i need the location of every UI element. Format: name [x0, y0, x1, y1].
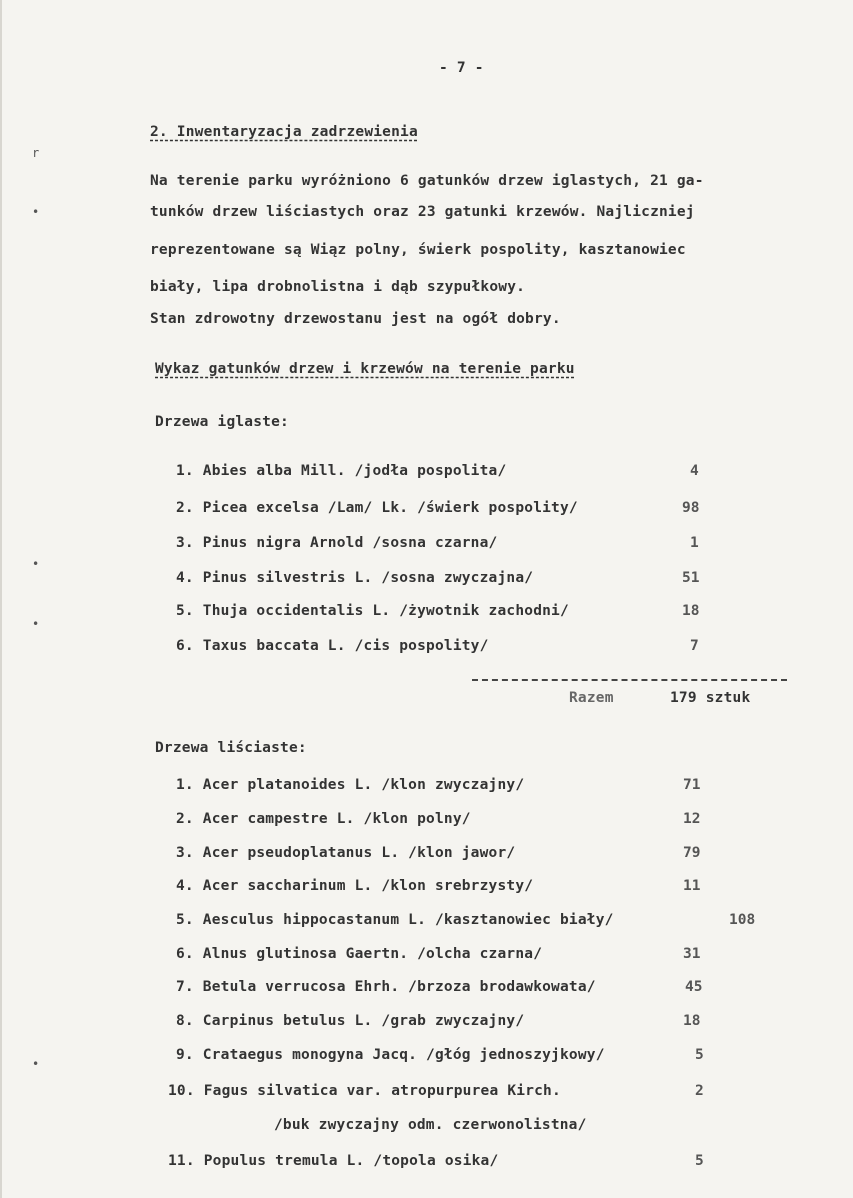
conifer-count: 18 — [682, 603, 700, 619]
conifer-count: 1 — [690, 535, 699, 551]
total-value: 179 sztuk — [670, 690, 751, 706]
deciduous-count: 11 — [683, 878, 701, 894]
deciduous-count: 5 — [695, 1047, 704, 1063]
margin-mark: • — [32, 1057, 40, 1071]
intro-line: Na terenie parku wyróżniono 6 gatunków drzew iglastych, 21 ga- — [150, 173, 704, 189]
deciduous-count: 71 — [683, 777, 701, 793]
deciduous-item: 4. Acer saccharinum L. /klon srebrzysty/ — [176, 878, 534, 894]
deciduous-count: 5 — [695, 1153, 704, 1169]
deciduous-item: 2. Acer campestre L. /klon polny/ — [176, 811, 471, 827]
conifers-heading: Drzewa iglaste: — [155, 414, 289, 430]
conifer-item: 5. Thuja occidentalis L. /żywotnik zachodni/ — [176, 603, 569, 619]
deciduous-count: 108 — [729, 912, 756, 928]
conifer-count: 51 — [682, 570, 700, 586]
margin-mark: r — [32, 146, 40, 160]
intro-line: tunków drzew liściastych oraz 23 gatunki krzewów. Najliczniej — [150, 204, 695, 220]
deciduous-count: 45 — [685, 979, 703, 995]
deciduous-count: 2 — [695, 1083, 704, 1099]
deciduous-item: 10. Fagus silvatica var. atropurpurea Kirch. — [168, 1083, 561, 1099]
deciduous-item: 8. Carpinus betulus L. /grab zwyczajny/ — [176, 1013, 525, 1029]
conifer-item: 3. Pinus nigra Arnold /sosna czarna/ — [176, 535, 498, 551]
deciduous-count: 12 — [683, 811, 701, 827]
margin-mark: • — [32, 205, 40, 219]
deciduous-item: 9. Crataegus monogyna Jacq. /głóg jednoszyjkowy/ — [176, 1047, 605, 1063]
deciduous-item: 7. Betula verrucosa Ehrh. /brzoza brodawkowata/ — [176, 979, 596, 995]
deciduous-item: 11. Populus tremula L. /topola osika/ — [168, 1153, 499, 1169]
conifer-item: 1. Abies alba Mill. /jodła pospolita/ — [176, 463, 507, 479]
intro-line: reprezentowane są Wiąz polny, świerk pospolity, kasztanowiec — [150, 242, 686, 258]
conifer-item: 6. Taxus baccata L. /cis pospolity/ — [176, 638, 489, 654]
deciduous-item: 3. Acer pseudoplatanus L. /klon jawor/ — [176, 845, 516, 861]
list-title: Wykaz gatunków drzew i krzewów na terenie parku — [155, 361, 575, 377]
deciduous-heading: Drzewa liściaste: — [155, 740, 307, 756]
conifer-item: 4. Pinus silvestris L. /sosna zwyczajna/ — [176, 570, 534, 586]
conifer-item: 2. Picea excelsa /Lam/ Lk. /świerk pospolity/ — [176, 500, 578, 516]
conifer-count: 4 — [690, 463, 699, 479]
deciduous-item: 6. Alnus glutinosa Gaertn. /olcha czarna/ — [176, 946, 543, 962]
deciduous-item-continuation: /buk zwyczajny odm. czerwonolistna/ — [274, 1117, 587, 1133]
margin-mark: • — [32, 557, 40, 571]
deciduous-count: 18 — [683, 1013, 701, 1029]
intro-line: Stan zdrowotny drzewostanu jest na ogół dobry. — [150, 311, 561, 327]
total-label: Razem — [569, 690, 614, 706]
deciduous-count: 79 — [683, 845, 701, 861]
page-number: - 7 - — [439, 60, 484, 76]
deciduous-item: 5. Aesculus hippocastanum L. /kasztanowiec biały/ — [176, 912, 614, 928]
conifer-count: 98 — [682, 500, 700, 516]
intro-line: biały, lipa drobnolistna i dąb szypułkowy. — [150, 279, 526, 295]
margin-mark: • — [32, 617, 40, 631]
section-title: 2. Inwentaryzacja zadrzewienia — [150, 124, 418, 140]
deciduous-count: 31 — [683, 946, 701, 962]
deciduous-item: 1. Acer platanoides L. /klon zwyczajny/ — [176, 777, 525, 793]
total-rule — [472, 679, 787, 681]
conifer-count: 7 — [690, 638, 699, 654]
